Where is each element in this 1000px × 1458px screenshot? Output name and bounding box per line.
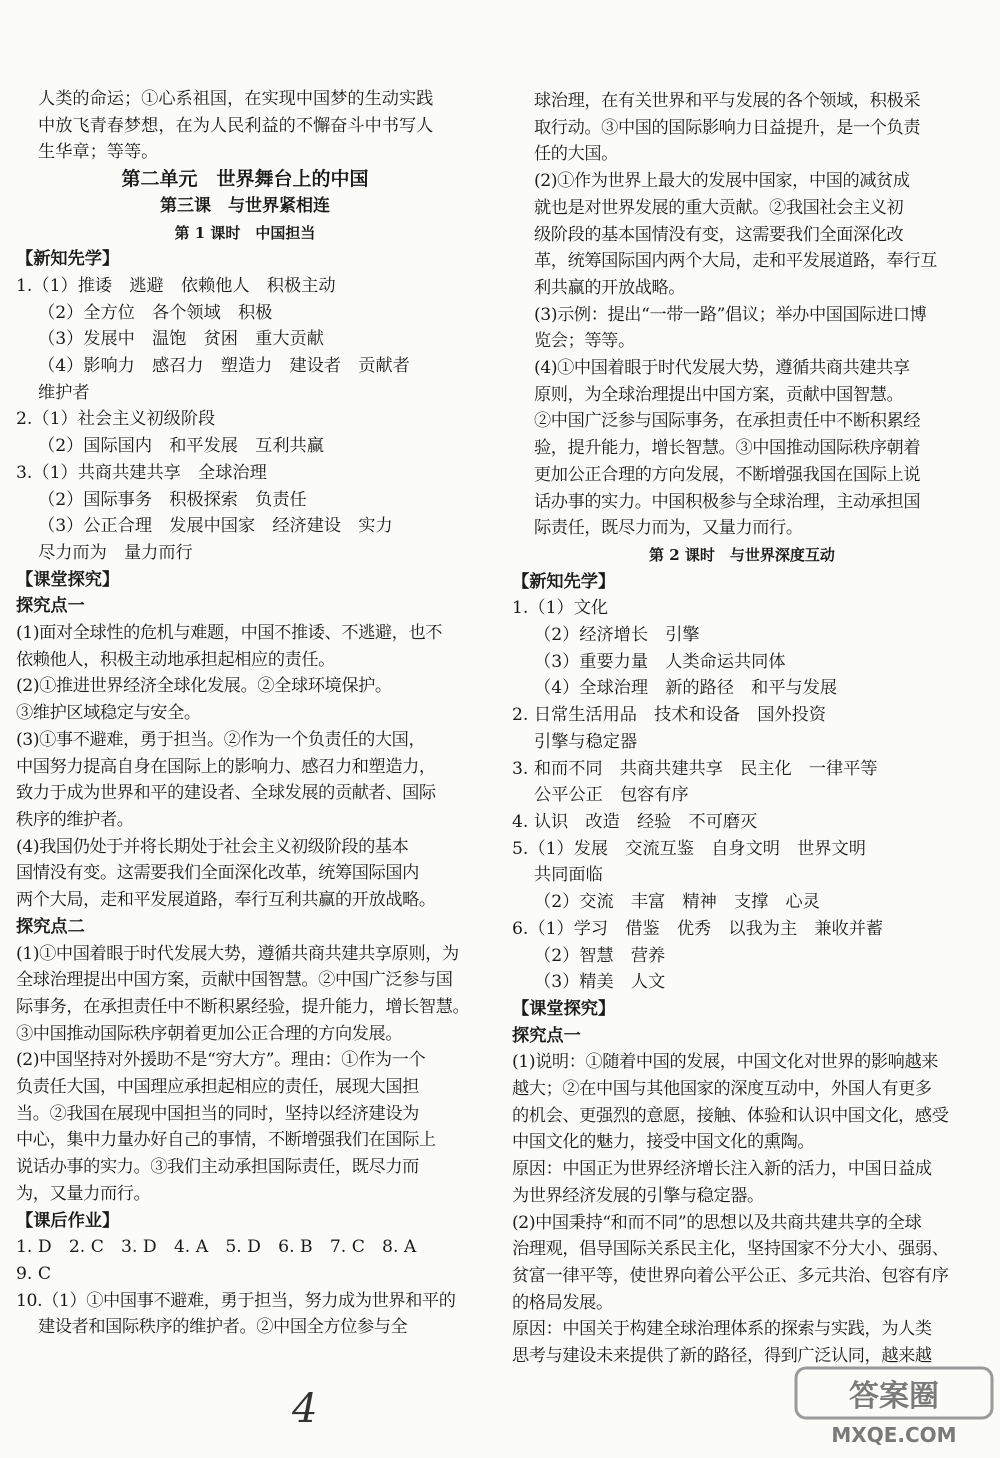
- paragraph-line: 际责任，既尽力而为，又量力而行。: [534, 518, 803, 539]
- paragraph-line: 国情没有变。这需要我们全面深化改革，统筹国际国内: [16, 863, 419, 884]
- paragraph-line: 中国努力提高自身在国际上的影响力、感召力和塑造力，: [16, 756, 436, 777]
- paragraph-line: (3)①事不避难，勇于担当。②作为一个负责任的大国，: [16, 729, 426, 750]
- paragraph-line: 就也是对世界发展的重大贡献。②我国社会主义初: [534, 197, 904, 218]
- paragraph-line: 思考与建设未来提供了新的路径，得到广泛认同，越来越: [512, 1346, 932, 1367]
- section-heading-class-explore: 【课堂探究】: [16, 569, 120, 590]
- paragraph-line: 越大；②在中国与其他国家的深度互动中，外国人有更多: [512, 1079, 932, 1100]
- answer-line: 共同面临: [534, 865, 603, 886]
- paragraph-line: (1)面对全球性的危机与难题，中国不推诿、不逃避，也不: [16, 623, 443, 644]
- explore-point-heading: 探究点一: [16, 596, 85, 617]
- paragraph-line: (3)示例：提出“一带一路”倡议；举办中国国际进口博: [534, 304, 927, 325]
- watermark-top-text: 答案圈: [849, 1379, 939, 1414]
- paragraph-line: 的格局发展。: [512, 1292, 613, 1313]
- paragraph-line: (2)①作为世界上最大的发展中国家，中国的减贫成: [534, 171, 910, 192]
- answer-line: （3）精美 人文: [534, 972, 666, 993]
- paragraph-line: 原因：中国正为世界经济增长注入新的活力，中国日益成: [512, 1159, 932, 1180]
- paragraph-line: 革，统筹国际国内两个大局，走和平发展道路，奉行互: [534, 251, 937, 272]
- paragraph-line: 全球治理提出中国方案，贡献中国智慧。②中国广泛参与国: [16, 970, 453, 991]
- answer-line: （2）交流 丰富 精神 支撑 心灵: [534, 892, 820, 913]
- paragraph-line: 更加公正合理的方向发展，不断增强我国在国际上说: [534, 464, 921, 485]
- period-title: 第 2 课时 与世界深度互动: [649, 545, 835, 564]
- answer-line: （4）全球治理 新的路径 和平与发展: [534, 678, 838, 699]
- answer-line: （3）重要力量 人类命运共同体: [534, 651, 786, 672]
- paragraph-line: 为，又量力而行。: [16, 1183, 151, 1204]
- answer-line: 3.（1）共商共建共享 全球治理: [16, 462, 267, 483]
- answer-line: 维护者: [38, 382, 90, 403]
- paragraph-line: (2)①推进世界经济全球化发展。②全球环境保护。: [16, 676, 392, 697]
- answer-line: 2. 日常生活用品 技术和设备 国外投资: [512, 705, 827, 726]
- handwritten-page-number: 4: [292, 1386, 318, 1432]
- paragraph-line: ②中国广泛参与国际事务，在承担责任中不断积累经: [534, 411, 921, 432]
- answer-line: （2）智慧 营养: [534, 945, 666, 966]
- paragraph-line: 说话办事的实力。③我们主动承担国际责任，既尽力而: [16, 1157, 419, 1178]
- lesson-title: 第三课 与世界紧相连: [160, 195, 330, 216]
- intro-line: 生华章；等等。: [38, 142, 159, 163]
- paragraph-line: (4)我国仍处于并将长期处于社会主义初级阶段的基本: [16, 836, 409, 857]
- answer-line: 2.（1）社会主义初级阶段: [16, 409, 216, 430]
- paragraph-line: (2)中国秉持“和而不同”的思想以及共商共建共享的全球: [512, 1212, 922, 1233]
- paragraph-line: 秩序的维护者。: [16, 809, 134, 830]
- answer-line: （4）影响力 感召力 塑造力 建设者 贡献者: [38, 356, 410, 377]
- answer-line: 5.（1）发展 交流互鉴 自身文明 世界文明: [512, 838, 866, 859]
- paragraph-line: 话办事的实力。中国积极参与全球治理，主动承担国: [534, 491, 921, 512]
- right-column: [512, 88, 972, 1370]
- answer-line: 公平公正 包容有序: [534, 785, 689, 806]
- answer-line: 6.（1）学习 借鉴 优秀 以我为主 兼收并蓄: [512, 918, 884, 939]
- paragraph-line: 贫富一律平等，使世界向着公平公正、多元共治、包容有序: [512, 1265, 949, 1286]
- answer-line: 引擎与稳定器: [534, 731, 638, 752]
- paragraph-line: 中国文化的魅力，接受中国文化的熏陶。: [512, 1132, 815, 1153]
- paragraph-line: 利共赢的开放战略。: [534, 277, 686, 298]
- section-heading-class-explore: 【课堂探究】: [512, 998, 616, 1019]
- paragraph-line: 级阶段的基本国情没有变，这需要我们全面深化改: [534, 224, 904, 245]
- paragraph-line: 治理观，倡导国际关系民主化，坚持国家不分大小、强弱、: [512, 1239, 949, 1260]
- paragraph-line: (2)中国坚持对外援助不是“穷大方”。理由：①作为一个: [16, 1050, 426, 1071]
- paragraph-line: 建设者和国际秩序的维护者。②中国全方位参与全: [38, 1317, 408, 1338]
- paragraph-line: 的机会、更强烈的意愿，接触、体验和认识中国文化，感受: [512, 1105, 949, 1126]
- answer-line: 3. 和而不同 共商共建共享 民主化 一律平等: [512, 758, 878, 779]
- paragraph-line: (1)①中国着眼于时代发展大势，遵循共商共建共享原则，为: [16, 943, 459, 964]
- paragraph-line: 两个大局，走和平发展道路，奉行互利共赢的开放战略。: [16, 890, 436, 911]
- paragraph-line: 致力于成为世界和平的建设者、全球发展的贡献者、国际: [16, 783, 436, 804]
- answer-line: （3）发展中 温饱 贫困 重大贡献: [38, 329, 324, 350]
- paragraph-line: 中心，集中力量办好自己的事情，不断增强我们在国际上: [16, 1130, 436, 1151]
- answer-line: 1.（1）推诿 逃避 依赖他人 积极主动: [16, 275, 336, 296]
- intro-line: 人类的命运；①心系祖国，在实现中国梦的生动实践: [38, 89, 434, 109]
- paragraph-line: 为世界经济发展的引擎与稳定器。: [512, 1185, 764, 1206]
- intro-line: 中放飞青春梦想，在为人民利益的不懈奋斗中书写人: [38, 115, 434, 136]
- paragraph-line: 取行动。③中国的国际影响力日益提升，是一个负责: [534, 117, 921, 138]
- period-title: 第 1 课时 中国担当: [174, 223, 316, 242]
- multiple-choice-answers: 9. C: [16, 1263, 52, 1284]
- answer-line: 4. 认识 改造 经验 不可磨灭: [512, 811, 758, 832]
- paragraph-line: ③中国推动国际秩序朝着更加公正合理的方向发展。: [16, 1023, 403, 1044]
- paragraph-line: ③维护区域稳定与安全。: [16, 703, 201, 724]
- answer-line: （2）国际国内 和平发展 互利共赢: [38, 436, 324, 457]
- paragraph-line: 原因：中国关于构建全球治理体系的探索与实践，为人类: [512, 1319, 932, 1340]
- answer-line: （2）国际事务 积极探索 负责任: [38, 489, 307, 510]
- paragraph-line: (1)说明：①随着中国的发展，中国文化对世界的影响越来: [512, 1052, 939, 1073]
- paragraph-line: 负责任大国，中国理应承担起相应的责任，展现大国担: [16, 1077, 419, 1098]
- section-heading-homework: 【课后作业】: [16, 1210, 120, 1231]
- answer-line: 尽力而为 量力而行: [38, 542, 193, 563]
- paragraph-line: 10.（1）①中国事不避难，勇于担当，努力成为世界和平的: [16, 1290, 456, 1311]
- watermark-logo: [794, 1366, 994, 1448]
- paragraph-line: 原则，为全球治理提出中国方案，贡献中国智慧。: [534, 384, 904, 405]
- paragraph-line: 依赖他人，积极主动地承担起相应的责任。: [16, 649, 335, 670]
- paragraph-line: 当。②我国在展现中国担当的同时，坚持以经济建设为: [16, 1103, 419, 1124]
- paragraph-line: 任的大国。: [534, 144, 618, 165]
- answer-line: （2）经济增长 引擎: [534, 625, 700, 646]
- section-heading-new-knowledge: 【新知先学】: [16, 249, 120, 270]
- watermark-bottom-text: MXQE.COM: [831, 1423, 957, 1447]
- section-heading-new-knowledge: 【新知先学】: [512, 571, 616, 592]
- left-column: [16, 86, 474, 1341]
- answer-line: （2）全方位 各个领域 积极: [38, 302, 273, 323]
- answer-line: （3）公正合理 发展中国家 经济建设 实力: [38, 516, 393, 537]
- explore-point-heading: 探究点二: [16, 916, 85, 937]
- paragraph-line: 验，提升能力，增长智慧。③中国推动国际秩序朝着: [534, 438, 921, 459]
- multiple-choice-answers: 1. D 2. C 3. D 4. A 5. D 6. B 7. C 8. A: [16, 1237, 417, 1258]
- paragraph-line: (4)①中国着眼于时代发展大势，遵循共商共建共享: [534, 358, 910, 379]
- explore-point-heading: 探究点一: [512, 1025, 581, 1046]
- paragraph-line: 际事务，在承担责任中不断积累经验，提升能力，增长智慧。: [16, 996, 470, 1017]
- paragraph-line: 球治理，在有关世界和平与发展的各个领域，积极采: [534, 91, 921, 111]
- answer-line: 1.（1）文化: [512, 598, 609, 619]
- paragraph-line: 览会；等等。: [534, 331, 635, 352]
- unit-title: 第二单元 世界舞台上的中国: [121, 168, 369, 191]
